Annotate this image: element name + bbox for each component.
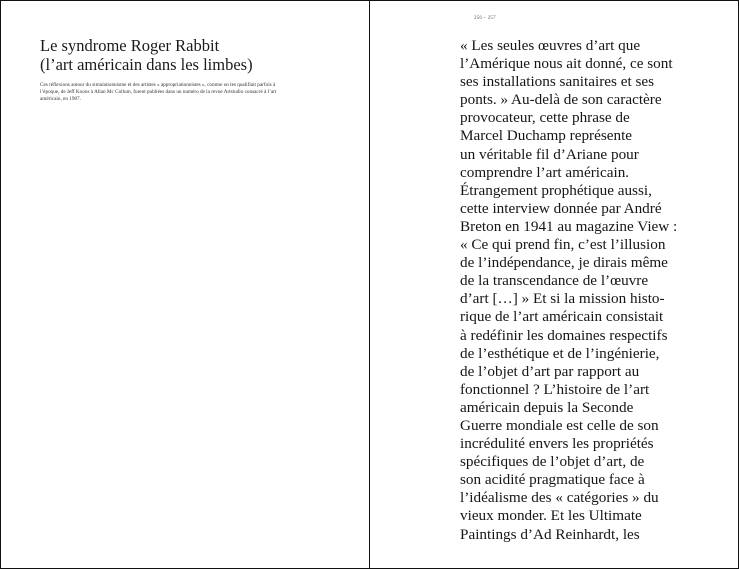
chapter-title — [40, 36, 253, 74]
text-line: « Ce qui prend fin, c’est l’illusion — [460, 236, 666, 254]
text-line: comprendre l’art américain. — [460, 163, 630, 181]
text-line: de l’esthétique et de l’ingénierie, — [460, 344, 660, 362]
text-line: spécifiques de l’objet d’art, de — [460, 453, 645, 471]
text-line: Breton en 1941 au magazine View : — [460, 217, 678, 235]
chapter-note: Ces réflexions autour du simulationnisme et des artistes « appropriationnistes », comme on les qualifiait parfois à l’époque, de Jeff Koons à Allan Mc Collum, furent publiées dans un numéro de la revue Artstudio consacré à l’art américain, en 1987. — [40, 82, 277, 102]
text-line: un véritable fil d’Ariane pour — [460, 145, 639, 163]
text-line: incrédulité envers les propriétés — [460, 435, 654, 453]
text-line: rique de l’art américain consistait — [460, 308, 664, 326]
text-line: l’idéalisme des « catégories » du — [460, 489, 659, 507]
text-line: à redéfinir les domaines respectifs — [460, 326, 668, 344]
text-line: Paintings d’Ad Reinhardt, les — [460, 525, 640, 543]
left-page — [1, 1, 369, 568]
text-line: provocateur, cette phrase de — [460, 109, 630, 127]
text-line: l’Amérique nous ait donné, ce sont — [460, 55, 673, 73]
text-line: cette interview donnée par André — [460, 199, 662, 217]
text-line: Guerre mondiale est celle de son — [460, 416, 659, 434]
text-line: ponts. » Au-delà de son caractère — [460, 91, 662, 109]
page-numbers: 256 – 257 — [474, 16, 496, 21]
text-line: ses installations sanitaires et ses — [460, 73, 655, 91]
text-line: américain depuis la Seconde — [460, 398, 634, 416]
text-line: Étrangement prophétique aussi, — [460, 181, 652, 199]
body-text — [460, 37, 677, 544]
text-line: son acidité pragmatique face à — [460, 471, 645, 489]
text-line: de la transcendance de l’œuvre — [460, 272, 649, 290]
text-line: vieux monder. Et les Ultimate — [460, 507, 642, 525]
right-page — [370, 1, 738, 568]
text-line: de l’indépendance, je dirais même — [460, 254, 668, 272]
chapter-title-line: Le syndrome Roger Rabbit — [40, 36, 220, 55]
text-line: Marcel Duchamp représente — [460, 127, 633, 145]
chapter-title-line: (l’art américain dans les limbes) — [40, 55, 253, 74]
text-line: « Les seules œuvres d’art que — [460, 37, 641, 54]
text-line: fonctionnel ? L’histoire de l’art — [460, 380, 650, 398]
text-line: de l’objet d’art par rapport au — [460, 362, 640, 380]
text-line: d’art […] » Et si la mission histo- — [460, 290, 665, 308]
